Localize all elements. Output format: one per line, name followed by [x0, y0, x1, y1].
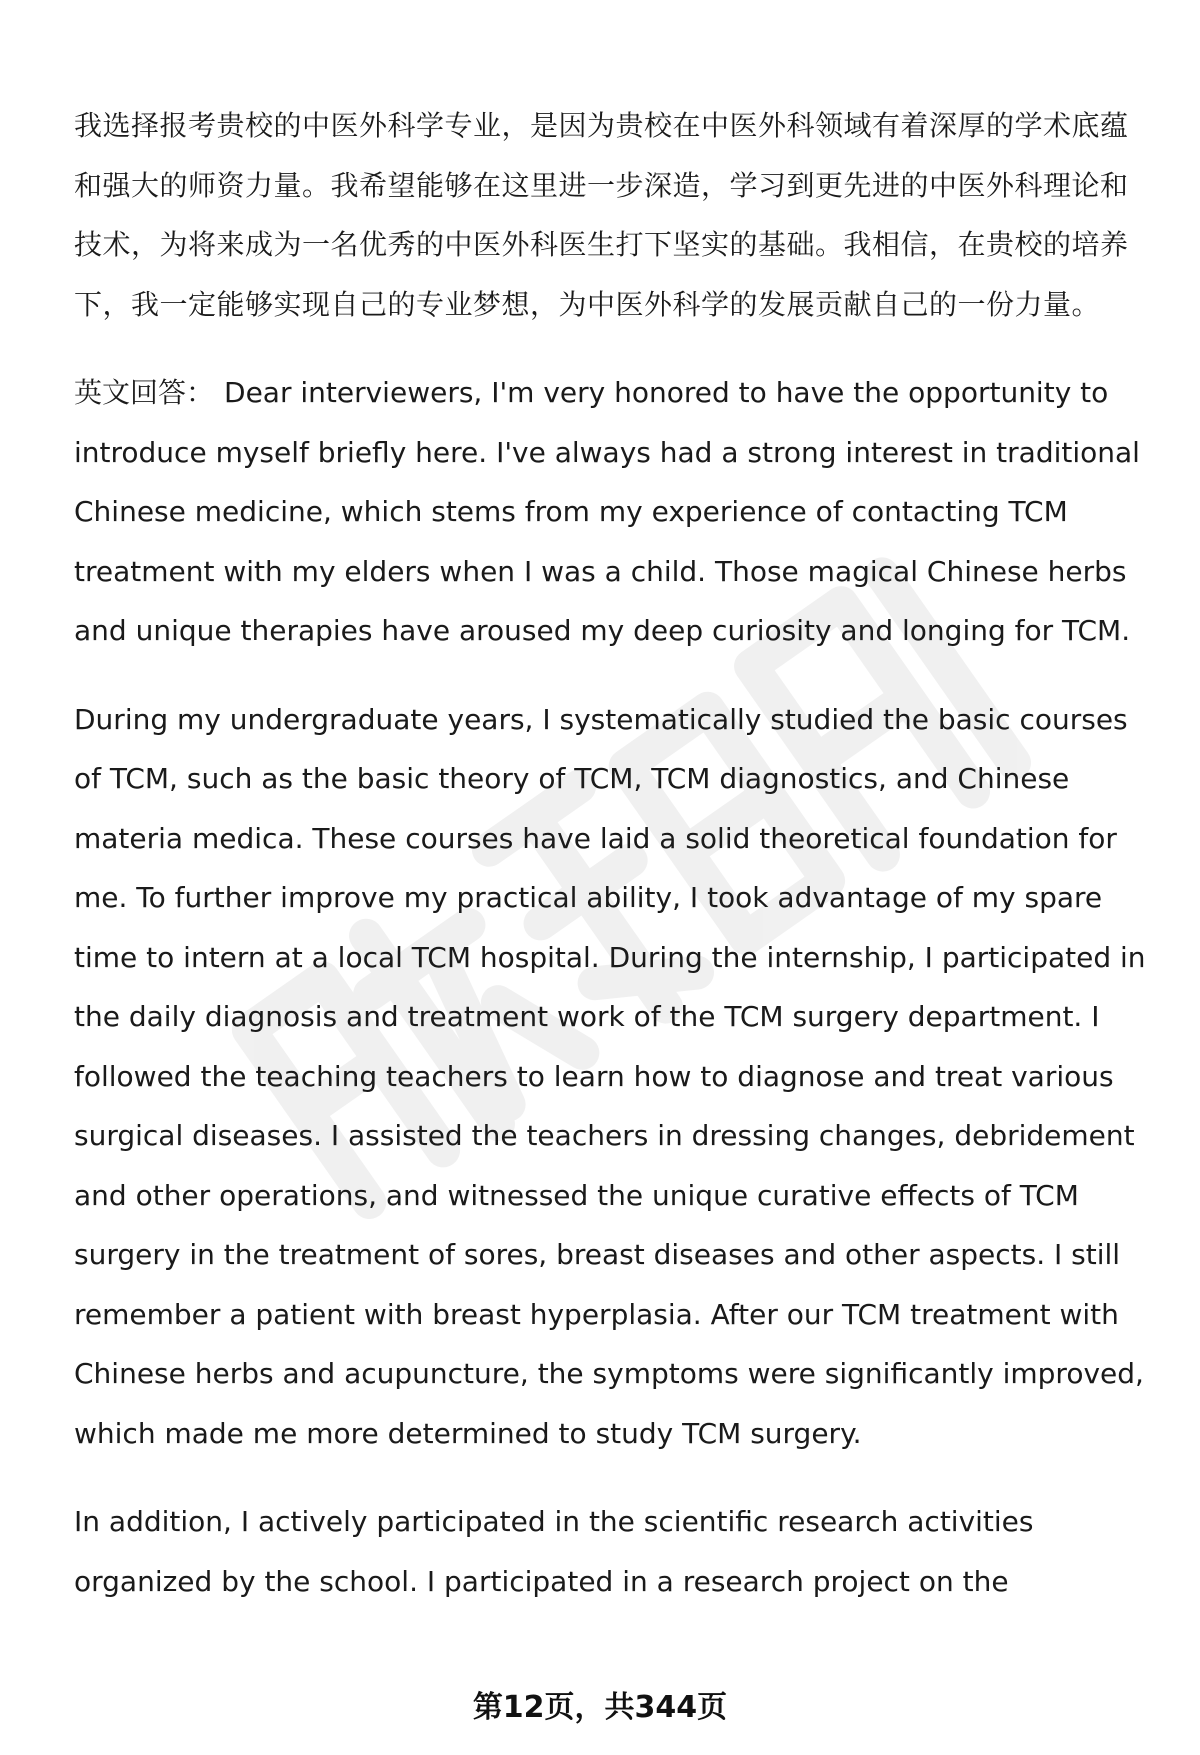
english-answer-label: 英文回答：	[74, 376, 215, 409]
page-indicator: 第12页，共344页	[472, 1690, 728, 1725]
paragraph-english-intro	[74, 363, 1156, 661]
document-body	[74, 96, 1156, 1611]
paragraph-chinese-answer: 我选择报考贵校的中医外科学专业，是因为贵校在中医外科领域有着深厚的学术底蕴和强大的师资力量。我希望能够在这里进一步深造，学习到更先进的中医外科理论和技术，为将来成为一名优秀的中医外科医生打下坚实的基础。我相信，在贵校的培养下，我一定能够实现自己的专业梦想，为中医外科学的发展贡献自己的一份力量。	[74, 109, 1129, 321]
paragraph-research: In addition, I actively participated in the scientific research activities organized by the school. I participated in a research project on the	[74, 1505, 1034, 1598]
english-intro-text: Dear interviewers, I'm very honored to have the opportunity to introduce myself briefly here. I've always had a strong interest in traditional Chinese medicine, which stems from my experience of contacting TCM treatment with my elders when I was a child. Those magical Chinese herbs and unique therapies have aroused my deep curiosity and longing for TCM.	[74, 376, 1140, 647]
paragraph-undergraduate: During my undergraduate years, I systematically studied the basic courses of TCM, such as the basic theory of TCM, TCM diagnostics, and Chinese materia medica. These courses have laid a solid theoretical foundation for me. To further improve my practical ability, I took advantage of my spare time to intern at a local TCM hospital. During the internship, I participated in the daily diagnosis and treatment work of the TCM surgery department. I followed the teaching teachers to learn how to diagnose and treat various surgical diseases. I assisted the teachers in dressing changes, debridement and other operations, and witnessed the unique curative effects of TCM surgery in the treatment of sores, breast diseases and other aspects. I still remember a patient with breast hyperplasia. After our TCM treatment with Chinese herbs and acupuncture, the symptoms were significantly improved, which made me more determined to study TCM surgery.	[74, 702, 1146, 1450]
